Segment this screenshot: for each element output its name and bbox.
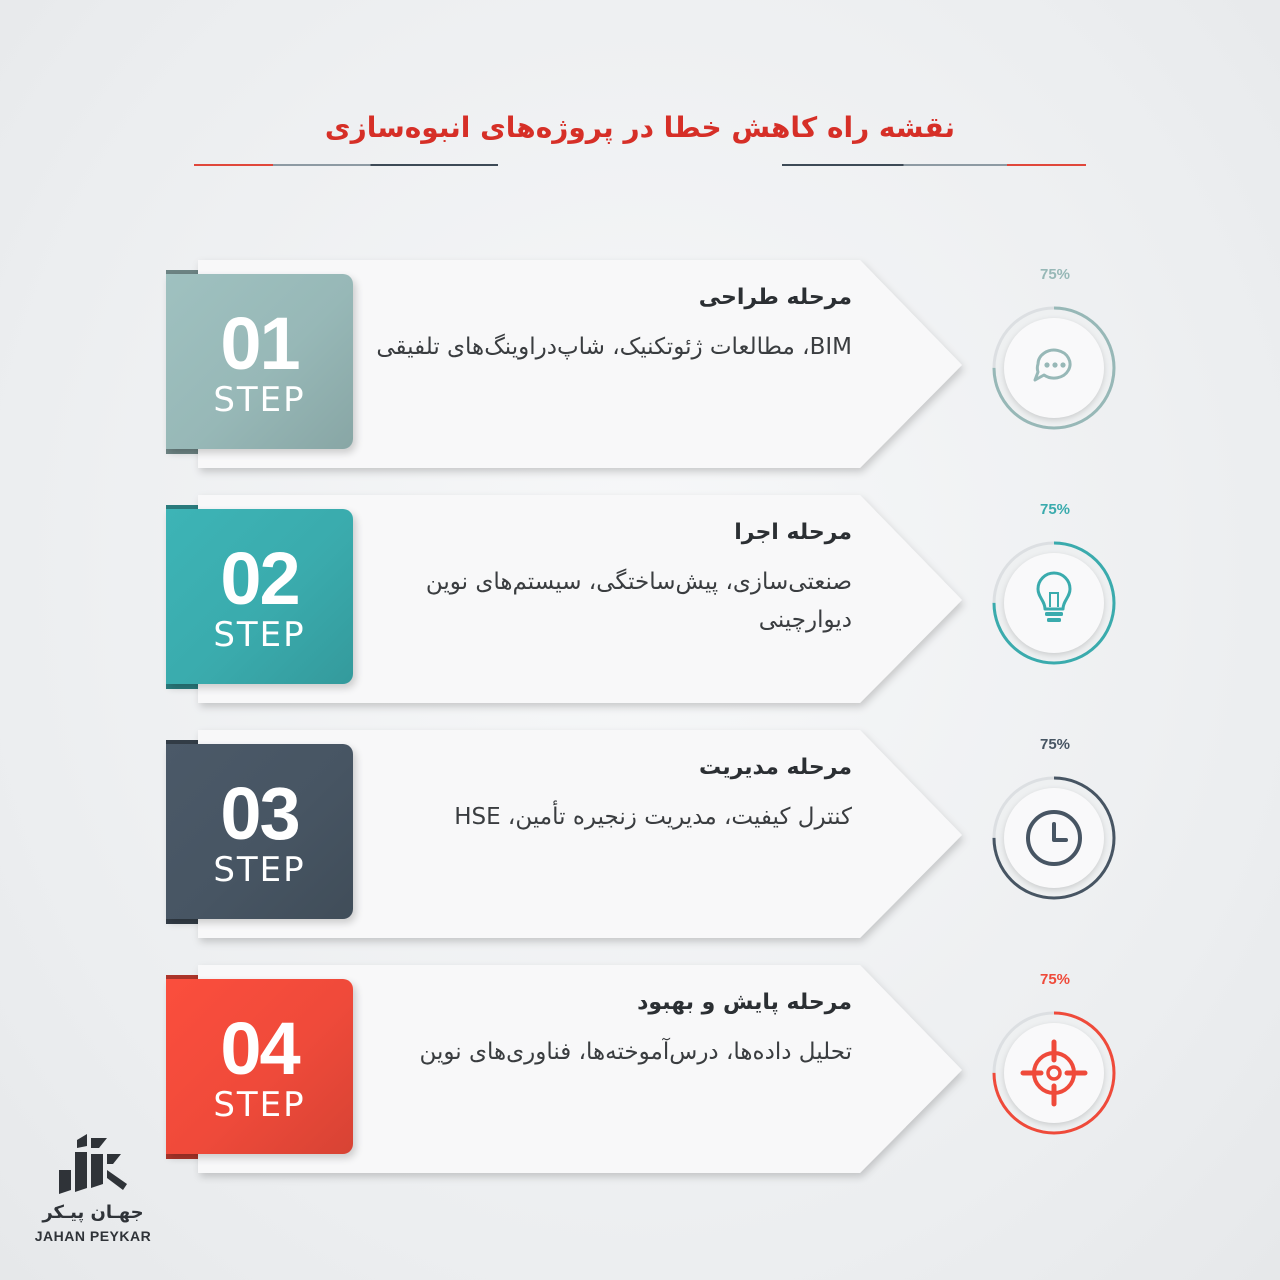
step-badge bbox=[166, 744, 353, 919]
step-1 bbox=[0, 258, 1280, 474]
percent-label: 75% bbox=[1039, 266, 1071, 283]
percent-label: 75% bbox=[1039, 971, 1071, 988]
step-number: 04 bbox=[220, 1007, 299, 1090]
step-description: تحلیل داده‌ها، درس‌آموخته‌ها، فناوری‌های نوین bbox=[419, 1039, 852, 1065]
step-label: STEP bbox=[213, 1085, 306, 1125]
step-label: STEP bbox=[213, 615, 306, 655]
brand-name-en: JAHAN PEYKAR bbox=[34, 1228, 152, 1244]
step-badge bbox=[166, 979, 353, 1154]
step-3 bbox=[0, 728, 1280, 944]
brand-name-fa: جهـان پیـکر bbox=[42, 1202, 144, 1223]
title-rule-right bbox=[782, 164, 1086, 166]
step-4 bbox=[0, 963, 1280, 1179]
brand-logo bbox=[28, 1132, 158, 1257]
title-rule-left bbox=[194, 164, 498, 166]
step-label: STEP bbox=[213, 380, 306, 420]
percent-label: 75% bbox=[1039, 501, 1071, 518]
progress-ring bbox=[984, 768, 1124, 908]
step-title: مرحله طراحی bbox=[698, 285, 852, 310]
page-title: نقشه راه کاهش خطا در پروژه‌های انبوه‌سازی bbox=[324, 111, 956, 144]
progress-ring bbox=[984, 298, 1124, 438]
step-description: BIM، مطالعات ژئوتکنیک، شاپ‌دراوینگ‌های تلفیقی bbox=[376, 334, 852, 360]
step-title: مرحله پایش و بهبود bbox=[637, 990, 852, 1015]
step-description: کنترل کیفیت، مدیریت زنجیره تأمین، HSE bbox=[454, 804, 852, 830]
step-2 bbox=[0, 493, 1280, 709]
step-number: 03 bbox=[220, 772, 299, 855]
step-badge bbox=[166, 509, 353, 684]
step-number: 02 bbox=[220, 537, 299, 620]
step-number: 01 bbox=[220, 302, 299, 385]
progress-ring bbox=[984, 1003, 1124, 1143]
step-title: مرحله اجرا bbox=[734, 520, 852, 545]
step-label: STEP bbox=[213, 850, 306, 890]
step-title: مرحله مدیریت bbox=[699, 755, 852, 780]
percent-label: 75% bbox=[1039, 736, 1071, 753]
step-description: صنعتی‌سازی، پیش‌ساختگی، سیستم‌های نوین دیوارچینی bbox=[425, 569, 852, 633]
progress-ring bbox=[984, 533, 1124, 673]
logo-mark-icon bbox=[57, 1132, 129, 1196]
step-badge bbox=[166, 274, 353, 449]
